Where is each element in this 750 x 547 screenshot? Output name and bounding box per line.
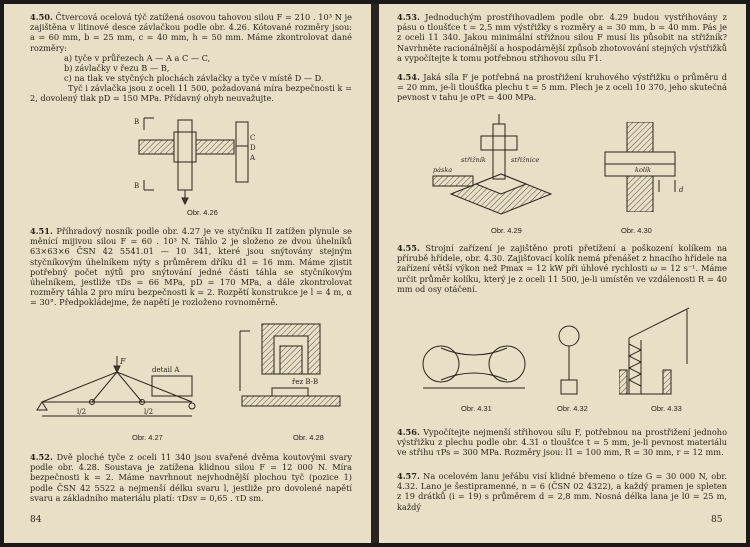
problem-4-50-item-a: a) tyče v průřezech A — A a C — C,: [64, 53, 211, 63]
page-number-left: 84: [30, 515, 42, 525]
figure-4-33: [619, 304, 709, 399]
caption-fig-4-27: Obr. 4.27: [132, 433, 163, 442]
strip-label: páska: [433, 166, 453, 174]
key-label: kolík: [635, 166, 651, 174]
problem-4-52: [30, 452, 352, 503]
caption-fig-4-26: Obr. 4.26: [187, 208, 218, 217]
problem-number: 4.55.: [397, 243, 420, 253]
caption-fig-4-33: Obr. 4.33: [651, 404, 682, 413]
span-label-left: l/2: [77, 408, 87, 416]
figure-4-30: [599, 122, 689, 212]
left-page: [4, 4, 371, 543]
figure-4-27: [32, 354, 212, 424]
caption-fig-4-31: Obr. 4.31: [461, 404, 492, 413]
caption-fig-4-32: Obr. 4.32: [557, 404, 588, 413]
problem-4-50-item-b: b) závlačky v řezu B — B,: [64, 63, 170, 73]
problem-number: 4.54.: [397, 72, 420, 82]
svg-text:D: D: [250, 144, 256, 152]
problem-4-56: [397, 427, 727, 458]
problem-4-51: [30, 226, 352, 308]
book-gutter: [371, 4, 379, 543]
figure-4-32: [549, 322, 589, 402]
problem-4-50: [30, 12, 352, 53]
problem-number: 4.52.: [30, 452, 53, 462]
problem-number: 4.57.: [397, 471, 420, 481]
svg-text:C: C: [250, 134, 256, 142]
page-number-right: 85: [711, 515, 723, 525]
problem-text: Jaká síla F je potřebná na prostřižení kruhového výstřižku o průměru d = 20 mm, je-li tloušťka plechu t = 5 mm. Plech je z oceli 10 370, jeho skutečná pevnost v tahu je σPt = 400 MPa.: [397, 72, 727, 103]
problem-4-53: [397, 12, 727, 63]
caption-fig-4-28: Obr. 4.28: [293, 433, 324, 442]
force-label: F: [120, 357, 126, 366]
problem-4-54: [397, 72, 727, 103]
problem-4-50-item-c: c) na tlak ve styčných plochách závlačky a tyče v místě D — D.: [64, 73, 324, 83]
problem-4-57: [397, 471, 727, 512]
svg-text:B: B: [134, 182, 140, 190]
problem-4-50-conditions: Tyč i závlačka jsou z oceli 11 500, požadovaná míra bezpečnosti k = 2, dovolený tlak pD = 150 MPa. Přídavný ohyb neuvažujte.: [30, 83, 352, 104]
problem-number: 4.50.: [30, 12, 53, 22]
problem-text: Vypočítejte nejmenší střihovou sílu F, potřebnou na prostřižení jednoho výstřižku z plechu podle obr. 4.31 o tloušťce t = 5 mm, je-li pevnost materiálu ve střihu τPs = 300 MPa. Rozměry jsou: l1 = 100 mm, R = 30 mm, r = 12 mm.: [397, 427, 728, 458]
span-label-right: l/2: [144, 408, 154, 416]
problem-text: Na ocelovém lanu jeřábu visí klidné břemeno o tíze G = 30 000 N, obr. 4.32. Lano je šestipramenné, n = 6 (ČSN 02 4322), a každý pramen je spleten z 19 drátků (i = 19) s průměrem d = 2,8 mm. Nosná délka lana je l0 = 25 m, každý: [397, 471, 727, 512]
problem-number: 4.51.: [30, 226, 53, 236]
problem-text: Dvě ploché tyče z oceli 11 340 jsou svařené dvěma koutovými svary podle obr. 4.28. Soustava je zatížena klidnou silou F = 12 000 N. Míra bezpečnosti k = 2. Máme navrhnout nejvhodnější plochou tyč (pozice 1) podle ČSN 42 5522 a nejmenší délku svaru l, jestliže pro dovolené napětí svaru a základního materiálu platí: τDsv = 0,65 . τD sm.: [30, 452, 353, 503]
problem-4-55: [397, 243, 727, 294]
cut-label: řez B-B: [292, 378, 319, 386]
svg-text:A: A: [250, 154, 256, 162]
right-page: [379, 4, 746, 543]
diameter-label: d: [679, 186, 684, 194]
problem-number: 4.56.: [397, 427, 420, 437]
caption-fig-4-30: Obr. 4.30: [621, 226, 652, 235]
figure-4-31: [419, 334, 529, 394]
figure-4-28: [232, 316, 352, 426]
detail-label: detail A: [152, 366, 180, 374]
svg-text:B: B: [134, 118, 140, 126]
figure-4-29: [431, 114, 561, 222]
die-label: střižnice: [511, 156, 540, 164]
problem-text: Příhradový nosník podle obr. 4.27 je ve styčníku II zatížen plynule se měnící mijivou silou F = 60 . 10³ N. Táhlo 2 je složeno ze dvou úhelníků 63×63×6 ČSN 42 5541.01 — 10 341, které jsou snýtovány stejným styčníkovým úhelníkem nýty s průměrem dříku d1 = 16 mm. Máme zjistit potřebný počet nýtů pro snýtování jedné části táhla se styčníkovým úhelníkem, jestliže τDs = 66 MPa, pD = 170 MPa, a dále zkontrolovat rozměry táhla 2 pro míru bezpečnosti k = 2. Rozpětí konstrukce je l = 4 m, α = 30°. Předpokládejme, že napětí je rozloženo rovnoměrně.: [30, 226, 352, 308]
punch-label: střižník: [461, 156, 486, 164]
figure-4-26: [124, 110, 274, 205]
problem-text: Strojní zařízení je zajištěno proti přetížení a poškození kolíkem na přírubě hřídele, obr. 4.30. Zajišťovací kolík nemá přenášet z hnacího hřídele na zařízení větší výkon než Pmax = 12 kW při úhlové rychlosti ω = 12 s⁻¹. Máme určit průměr kolíku, který je z oceli 11 500, je-li umístěn ve vzdálenosti R = 40 mm od osy otáčení.: [397, 243, 727, 294]
problem-text: Čtvercová ocelová týč zatížená osovou tahovou silou F = 210 . 10³ N je zajištěna v litinové desce závlačkou podle obr. 4.26. Kótované rozměry jsou: a = 60 mm, b = 25 mm, c = 40 mm, h = 50 mm. Máme zkontrolovat dané rozměry:: [30, 12, 352, 53]
caption-fig-4-29: Obr. 4.29: [491, 226, 522, 235]
problem-number: 4.53.: [397, 12, 420, 22]
problem-text: Jednoduchým prostřihovadlem podle obr. 4.29 budou vystřihovány z pásu o tloušťce t = 2,5 mm výstřižky s rozměry a = 30 mm, b = 40 mm. Pás je z oceli 11 340. Jakou minimální střižnou silou F musí lis působit na střižník? Navrhněte racionálnější a hospodárnější způsob zhotovování stejných výstřižků a vypočítejte k tomu potřebnou střihovou sílu F1.: [397, 12, 727, 63]
